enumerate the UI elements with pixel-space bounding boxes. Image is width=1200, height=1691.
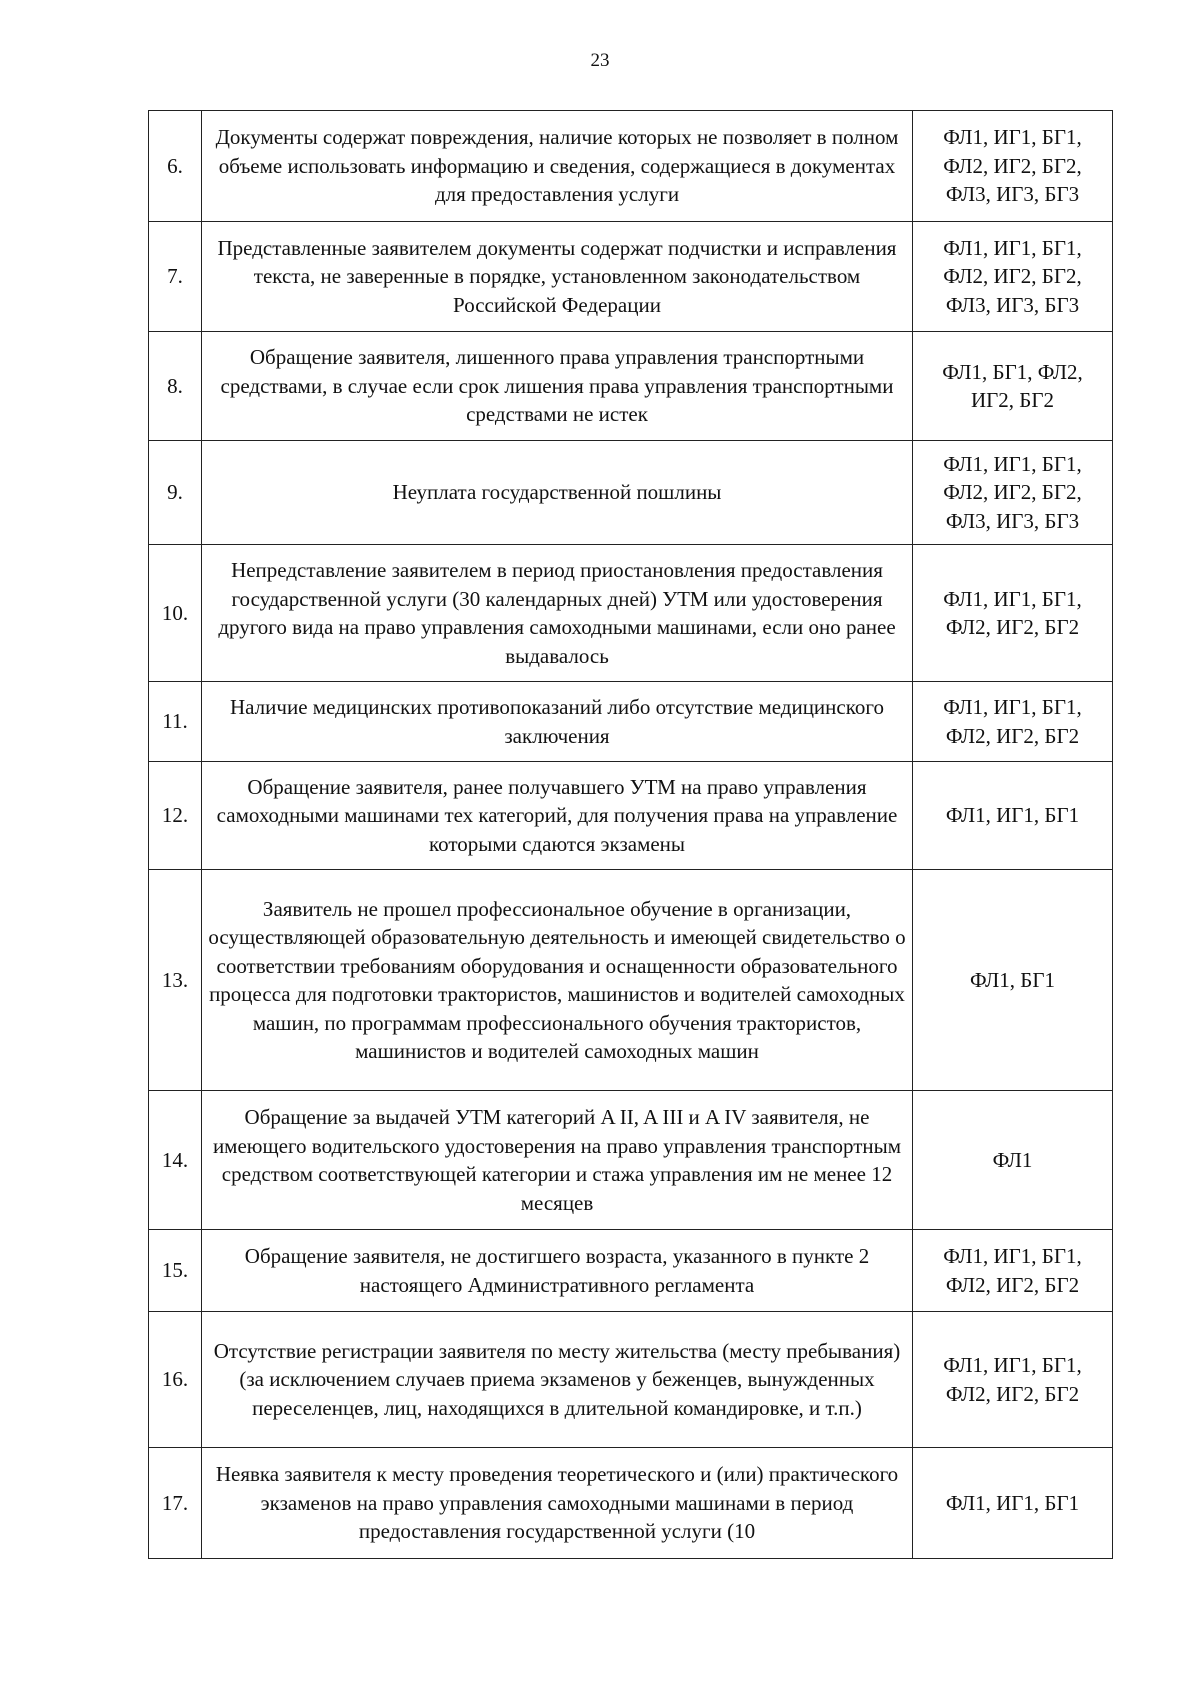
row-number: 11. (149, 682, 202, 762)
table-row (149, 682, 1113, 762)
row-number: 9. (149, 441, 202, 545)
row-number: 10. (149, 545, 202, 682)
row-description: Документы содержат повреждения, наличие которых не позволяет в полном объеме использовать информацию и сведения, содержащиеся в документах для предоставления услуги (202, 111, 913, 222)
row-number: 17. (149, 1448, 202, 1559)
table-row (149, 762, 1113, 870)
table-row (149, 222, 1113, 332)
row-description: Обращение заявителя, не достигшего возраста, указанного в пункте 2 настоящего Административного регламента (202, 1230, 913, 1312)
row-number: 6. (149, 111, 202, 222)
row-codes: ФЛ1, ИГ1, БГ1, ФЛ2, ИГ2, БГ2 (913, 682, 1113, 762)
table-row (149, 441, 1113, 545)
table-row (149, 332, 1113, 441)
row-description: Неуплата государственной пошлины (202, 441, 913, 545)
row-codes: ФЛ1, БГ1, ФЛ2, ИГ2, БГ2 (913, 332, 1113, 441)
row-number: 15. (149, 1230, 202, 1312)
table-row (149, 870, 1113, 1091)
row-number: 7. (149, 222, 202, 332)
row-description: Представленные заявителем документы содержат подчистки и исправления текста, не заверенные в порядке, установленном законодательством Российской Федерации (202, 222, 913, 332)
row-codes: ФЛ1, ИГ1, БГ1 (913, 762, 1113, 870)
row-number: 12. (149, 762, 202, 870)
row-number: 13. (149, 870, 202, 1091)
row-codes: ФЛ1, ИГ1, БГ1, ФЛ2, ИГ2, БГ2, ФЛ3, ИГ3, БГ3 (913, 111, 1113, 222)
row-codes: ФЛ1, ИГ1, БГ1 (913, 1448, 1113, 1559)
table-row (149, 1230, 1113, 1312)
row-description: Обращение заявителя, ранее получавшего УТМ на право управления самоходными машинами тех категорий, для получения права на управление которыми сдаются экзамены (202, 762, 913, 870)
page-number: 23 (590, 50, 610, 71)
row-description: Непредставление заявителем в период приостановления предоставления государственной услуги (30 календарных дней) УТМ или удостоверения другого вида на право управления самоходными машинами, если оно ранее выдавалось (202, 545, 913, 682)
table-row (149, 111, 1113, 222)
refusal-grounds-table (148, 110, 1113, 1559)
table-row (149, 1448, 1113, 1559)
row-description: Неявка заявителя к месту проведения теоретического и (или) практического экзаменов на право управления самоходными машинами в период предоставления государственной услуги (10 (202, 1448, 913, 1559)
row-codes: ФЛ1, ИГ1, БГ1, ФЛ2, ИГ2, БГ2, ФЛ3, ИГ3, БГ3 (913, 222, 1113, 332)
row-number: 8. (149, 332, 202, 441)
table-row (149, 545, 1113, 682)
row-codes: ФЛ1 (913, 1091, 1113, 1230)
row-codes: ФЛ1, ИГ1, БГ1, ФЛ2, ИГ2, БГ2 (913, 1230, 1113, 1312)
row-description: Обращение за выдачей УТМ категорий A II, A III и A IV заявителя, не имеющего водительского удостоверения на право управления транспортным средством соответствующей категории и стажа управления им не менее 12 месяцев (202, 1091, 913, 1230)
row-description: Наличие медицинских противопоказаний либо отсутствие медицинского заключения (202, 682, 913, 762)
row-codes: ФЛ1, ИГ1, БГ1, ФЛ2, ИГ2, БГ2, ФЛ3, ИГ3, БГ3 (913, 441, 1113, 545)
row-number: 14. (149, 1091, 202, 1230)
row-codes: ФЛ1, ИГ1, БГ1, ФЛ2, ИГ2, БГ2 (913, 545, 1113, 682)
table-row (149, 1091, 1113, 1230)
row-codes: ФЛ1, БГ1 (913, 870, 1113, 1091)
row-number: 16. (149, 1312, 202, 1448)
row-description: Отсутствие регистрации заявителя по месту жительства (месту пребывания) (за исключением случаев приема экзаменов у беженцев, вынужденных переселенцев, лиц, находящихся в длительной командировке, и т.п.) (202, 1312, 913, 1448)
row-description: Заявитель не прошел профессиональное обучение в организации, осуществляющей образовательную деятельность и имеющей свидетельство о соответствии требованиям оборудования и оснащенности образовательного процесса для подготовки трактористов, машинистов и водителей самоходных машин, по программам профессионального обучения трактористов, машинистов и водителей самоходных машин (202, 870, 913, 1091)
row-description: Обращение заявителя, лишенного права управления транспортными средствами, в случае если срок лишения права управления транспортными средствами не истек (202, 332, 913, 441)
row-codes: ФЛ1, ИГ1, БГ1, ФЛ2, ИГ2, БГ2 (913, 1312, 1113, 1448)
table-row (149, 1312, 1113, 1448)
